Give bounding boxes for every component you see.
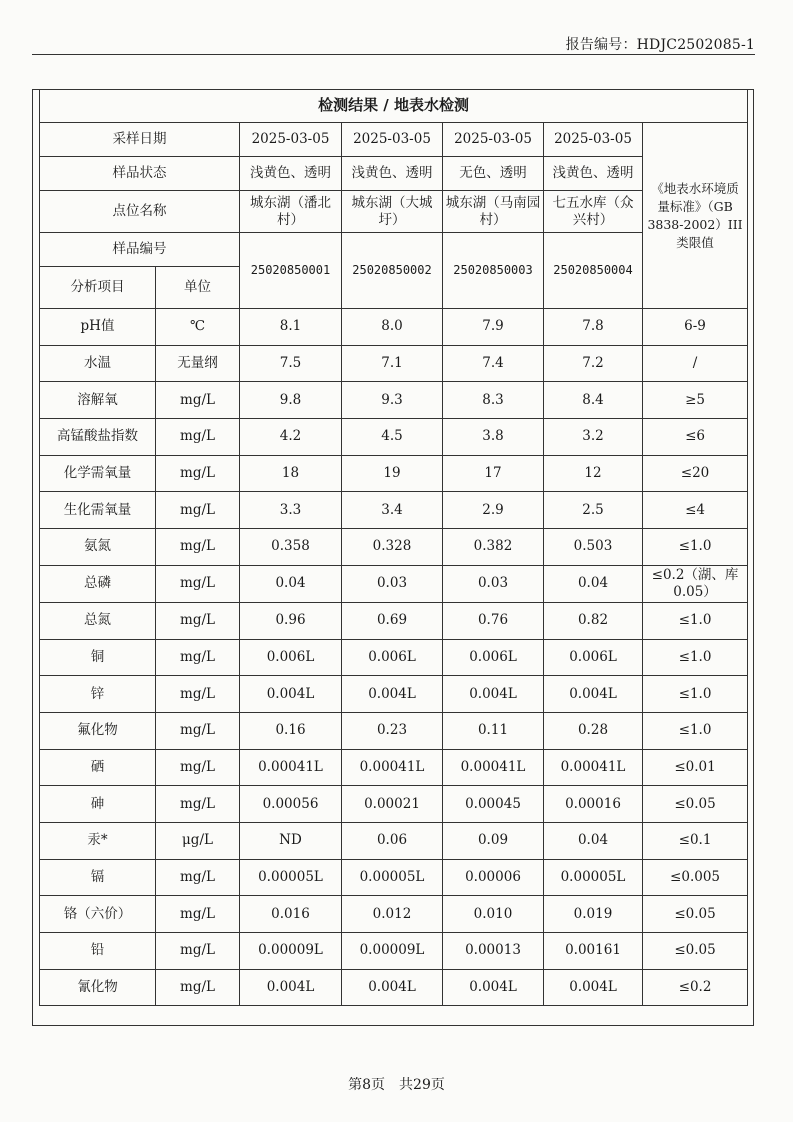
result-value: 7.9 (443, 309, 544, 346)
table-row (40, 419, 748, 456)
unit: μg/L (156, 822, 240, 859)
analysis-item: 镉 (40, 859, 156, 896)
result-value: 0.00041L (342, 749, 443, 786)
result-value: 0.00005L (342, 859, 443, 896)
sample-state: 无色、透明 (443, 157, 544, 191)
result-value: 0.28 (544, 712, 643, 749)
standard-limit: ≤6 (643, 419, 748, 456)
result-value: 0.382 (443, 529, 544, 566)
standard-limit: ≤0.005 (643, 859, 748, 896)
result-value: 0.00005L (544, 859, 643, 896)
result-value: 0.00013 (443, 933, 544, 970)
result-value: 0.03 (443, 565, 544, 602)
sample-no-label: 样品编号 (40, 233, 240, 267)
result-value: 0.00021 (342, 786, 443, 823)
analysis-item: 溶解氧 (40, 382, 156, 419)
analysis-item: 锌 (40, 676, 156, 713)
result-value: 0.76 (443, 602, 544, 639)
analysis-item: 高锰酸盐指数 (40, 419, 156, 456)
unit: mg/L (156, 602, 240, 639)
result-value: 0.00006 (443, 859, 544, 896)
result-value: 0.004L (240, 676, 342, 713)
unit: mg/L (156, 786, 240, 823)
standard-limit: ≥5 (643, 382, 748, 419)
result-value: 0.503 (544, 529, 643, 566)
result-value: 0.04 (544, 565, 643, 602)
sample-date: 2025-03-05 (240, 123, 342, 157)
unit: mg/L (156, 419, 240, 456)
result-value: 0.03 (342, 565, 443, 602)
unit: mg/L (156, 969, 240, 1006)
unit: mg/L (156, 565, 240, 602)
result-value: 0.00041L (544, 749, 643, 786)
sample-state: 浅黄色、透明 (342, 157, 443, 191)
result-value: 18 (240, 455, 342, 492)
analysis-item: 总磷 (40, 565, 156, 602)
result-value: 0.010 (443, 896, 544, 933)
result-value: 0.00041L (240, 749, 342, 786)
result-value: 7.4 (443, 345, 544, 382)
unit: mg/L (156, 382, 240, 419)
table-row (40, 676, 748, 713)
unit: mg/L (156, 492, 240, 529)
standard-limit: ≤20 (643, 455, 748, 492)
result-value: 0.012 (342, 896, 443, 933)
table-row (40, 492, 748, 529)
analysis-item: 砷 (40, 786, 156, 823)
result-value: 0.82 (544, 602, 643, 639)
table-row (40, 639, 748, 676)
result-value: 7.8 (544, 309, 643, 346)
sample-date: 2025-03-05 (443, 123, 544, 157)
table-row (40, 455, 748, 492)
standard-limit: ≤0.05 (643, 896, 748, 933)
site-name: 七五水库（众兴村） (544, 191, 643, 233)
result-value: 19 (342, 455, 443, 492)
result-value: 9.3 (342, 382, 443, 419)
unit: mg/L (156, 529, 240, 566)
analysis-item: pH值 (40, 309, 156, 346)
results-table-body (40, 89, 748, 1006)
sample-number: 25020850001 (240, 233, 342, 309)
table-row (40, 969, 748, 1006)
analysis-item: 硒 (40, 749, 156, 786)
result-value: 0.358 (240, 529, 342, 566)
standard-limit: ≤1.0 (643, 676, 748, 713)
result-value: 0.00056 (240, 786, 342, 823)
unit-label: 单位 (156, 267, 240, 309)
site-name-label: 点位名称 (40, 191, 240, 233)
standard-limit: ≤1.0 (643, 602, 748, 639)
result-value: 0.06 (342, 822, 443, 859)
analysis-item: 氨氮 (40, 529, 156, 566)
site-name: 城东湖（大城圩） (342, 191, 443, 233)
unit: mg/L (156, 455, 240, 492)
result-value: 0.006L (342, 639, 443, 676)
result-value: 0.04 (240, 565, 342, 602)
sample-date: 2025-03-05 (342, 123, 443, 157)
unit: mg/L (156, 639, 240, 676)
sample-state: 浅黄色、透明 (240, 157, 342, 191)
site-name: 城东湖（马南园村） (443, 191, 544, 233)
analysis-item: 水温 (40, 345, 156, 382)
result-value: 4.5 (342, 419, 443, 456)
result-value: 2.9 (443, 492, 544, 529)
standard-limit: ≤0.2 (643, 969, 748, 1006)
result-value: 0.96 (240, 602, 342, 639)
sample-state-label: 样品状态 (40, 157, 240, 191)
sample-number: 25020850002 (342, 233, 443, 309)
result-value: 0.00009L (240, 933, 342, 970)
table-row (40, 822, 748, 859)
table-title: 检测结果 / 地表水检测 (40, 89, 748, 123)
analysis-item: 氰化物 (40, 969, 156, 1006)
standard-limit: ≤0.1 (643, 822, 748, 859)
result-value: 0.00009L (342, 933, 443, 970)
result-value: 0.00041L (443, 749, 544, 786)
result-value: 17 (443, 455, 544, 492)
header-rule (32, 54, 755, 55)
result-value: ND (240, 822, 342, 859)
result-value: 3.8 (443, 419, 544, 456)
result-value: 0.69 (342, 602, 443, 639)
standard-limit: ≤0.01 (643, 749, 748, 786)
analysis-item: 氟化物 (40, 712, 156, 749)
result-value: 9.8 (240, 382, 342, 419)
sample-date: 2025-03-05 (544, 123, 643, 157)
unit: mg/L (156, 676, 240, 713)
result-value: 0.004L (342, 969, 443, 1006)
table-row (40, 933, 748, 970)
table-row (40, 786, 748, 823)
result-value: 8.0 (342, 309, 443, 346)
report-number: 报告编号：HDJC2502085-1 (565, 37, 755, 53)
result-value: 0.00016 (544, 786, 643, 823)
result-value: 0.004L (342, 676, 443, 713)
table-row (40, 859, 748, 896)
table-row (40, 602, 748, 639)
result-value: 0.019 (544, 896, 643, 933)
result-value: 3.2 (544, 419, 643, 456)
standard-limit: ≤0.2（湖、库0.05） (643, 565, 748, 602)
result-value: 3.3 (240, 492, 342, 529)
result-value: 0.004L (443, 969, 544, 1006)
result-value: 7.2 (544, 345, 643, 382)
table-row (40, 749, 748, 786)
result-value: 8.4 (544, 382, 643, 419)
standard-limit: ≤4 (643, 492, 748, 529)
result-value: 0.23 (342, 712, 443, 749)
result-value: 8.1 (240, 309, 342, 346)
results-table (39, 89, 748, 1006)
table-row (40, 382, 748, 419)
standard-limit: ≤0.05 (643, 786, 748, 823)
analysis-item: 铜 (40, 639, 156, 676)
sample-number: 25020850004 (544, 233, 643, 309)
result-value: 8.3 (443, 382, 544, 419)
result-value: 0.09 (443, 822, 544, 859)
analysis-item: 铅 (40, 933, 156, 970)
result-value: 0.00161 (544, 933, 643, 970)
result-value: 0.16 (240, 712, 342, 749)
analysis-item: 铬（六价） (40, 896, 156, 933)
result-value: 0.004L (544, 969, 643, 1006)
result-value: 0.004L (443, 676, 544, 713)
analysis-item: 汞* (40, 822, 156, 859)
result-value: 0.00045 (443, 786, 544, 823)
unit: mg/L (156, 896, 240, 933)
result-value: 0.006L (443, 639, 544, 676)
table-row (40, 309, 748, 346)
result-value: 0.016 (240, 896, 342, 933)
unit: mg/L (156, 933, 240, 970)
result-value: 0.00005L (240, 859, 342, 896)
analysis-item: 总氮 (40, 602, 156, 639)
standard-limit: ≤1.0 (643, 529, 748, 566)
table-row (40, 896, 748, 933)
table-row (40, 345, 748, 382)
standard-limit: / (643, 345, 748, 382)
sample-state: 浅黄色、透明 (544, 157, 643, 191)
site-name: 城东湖（潘北村） (240, 191, 342, 233)
result-value: 0.004L (544, 676, 643, 713)
result-value: 12 (544, 455, 643, 492)
result-value: 4.2 (240, 419, 342, 456)
result-value: 0.04 (544, 822, 643, 859)
unit: mg/L (156, 749, 240, 786)
page-number: 第8页 共29页 (348, 1077, 445, 1093)
sample-number: 25020850003 (443, 233, 544, 309)
unit: mg/L (156, 859, 240, 896)
unit: ℃ (156, 309, 240, 346)
unit: 无量纲 (156, 345, 240, 382)
table-row (40, 529, 748, 566)
result-value: 0.328 (342, 529, 443, 566)
standard-label: 《地表水环境质量标准》（GB 3838-2002）III类限值 (643, 123, 748, 309)
standard-limit: 6-9 (643, 309, 748, 346)
standard-limit: ≤1.0 (643, 712, 748, 749)
table-row (40, 712, 748, 749)
standard-limit: ≤1.0 (643, 639, 748, 676)
standard-limit: ≤0.05 (643, 933, 748, 970)
result-value: 2.5 (544, 492, 643, 529)
result-value: 7.5 (240, 345, 342, 382)
result-value: 3.4 (342, 492, 443, 529)
table-row (40, 565, 748, 602)
result-value: 0.006L (544, 639, 643, 676)
unit: mg/L (156, 712, 240, 749)
analysis-item: 化学需氧量 (40, 455, 156, 492)
analysis-item-label: 分析项目 (40, 267, 156, 309)
result-value: 0.004L (240, 969, 342, 1006)
result-value: 7.1 (342, 345, 443, 382)
result-value: 0.006L (240, 639, 342, 676)
analysis-item: 生化需氧量 (40, 492, 156, 529)
result-value: 0.11 (443, 712, 544, 749)
sampling-date-label: 采样日期 (40, 123, 240, 157)
